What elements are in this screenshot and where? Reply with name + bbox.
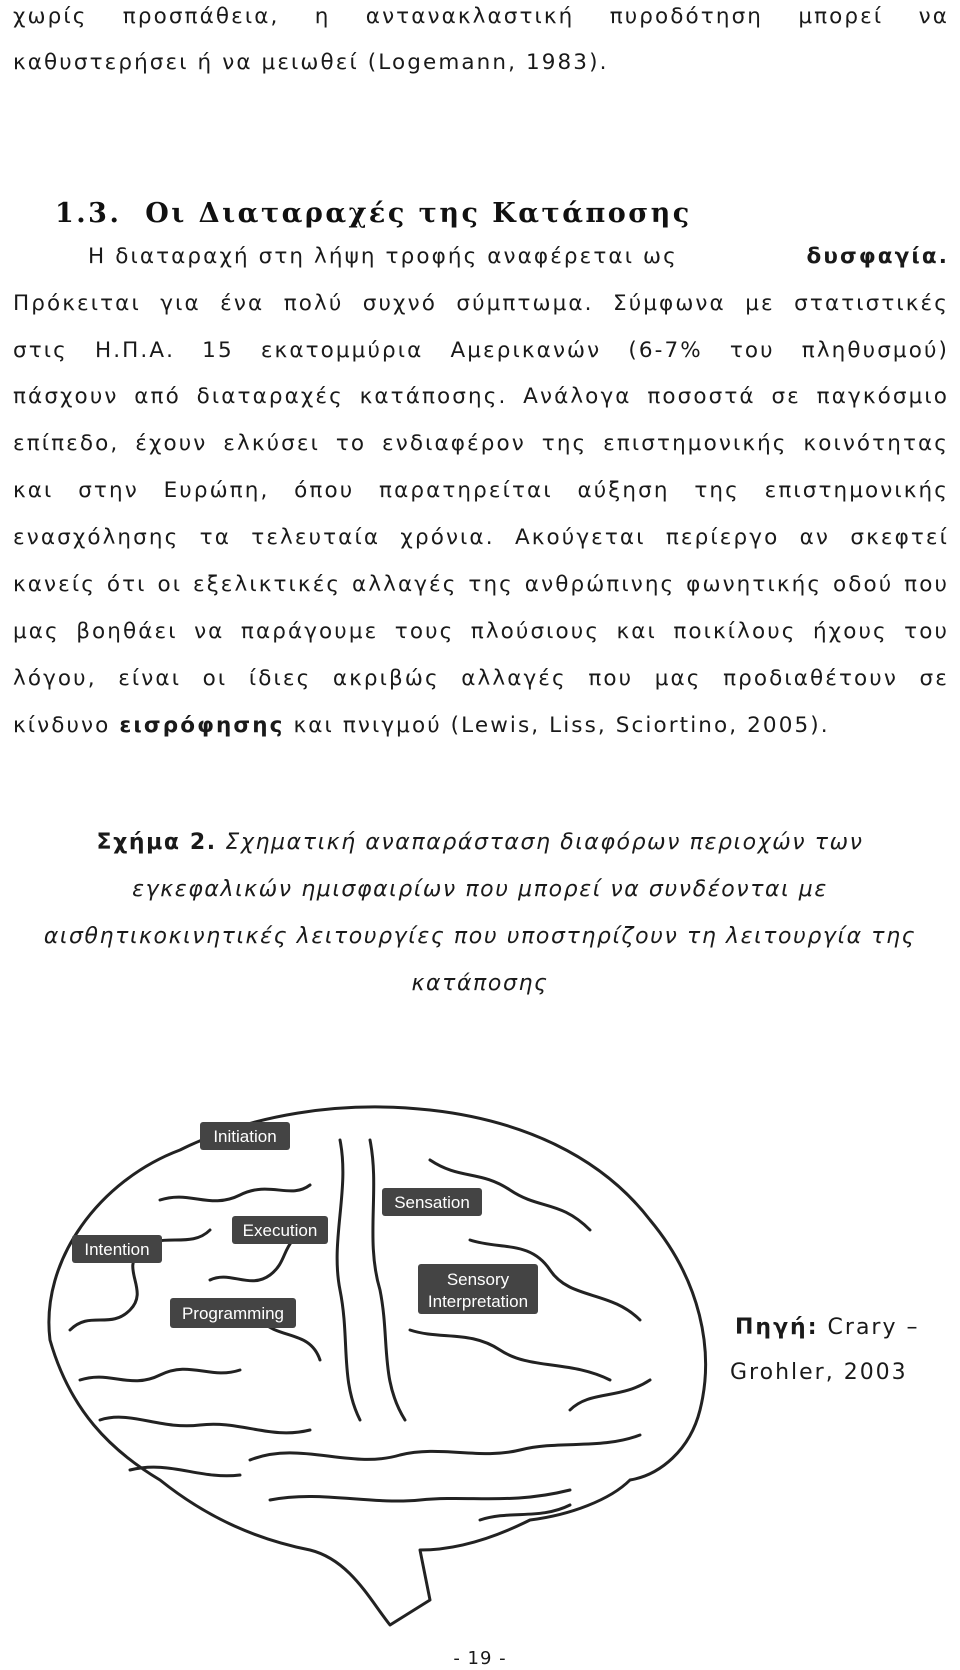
figure-caption-line1 <box>0 830 960 855</box>
figure-source-line1 <box>735 1315 919 1340</box>
paragraph2-line4 <box>13 384 949 409</box>
paragraph2-line7 <box>13 525 949 550</box>
word: προσπάθεια, <box>122 4 280 29</box>
text: λόγου, είναι οι ίδιες ακριβώς αλλαγές που μας προδιαθέτουν σε <box>13 666 949 691</box>
label-sensation: Sensation <box>394 1193 470 1212</box>
text: κανείς ότι οι εξελικτικές αλλαγές της ανθρώπινης φωνητικής οδού που <box>13 572 949 597</box>
word: χωρίς <box>13 4 88 29</box>
label-initiation: Initiation <box>213 1127 277 1146</box>
label-interpretation: Interpretation <box>427 1292 529 1311</box>
brain-illustration <box>10 1080 730 1640</box>
paragraph1-line2 <box>13 50 949 75</box>
section-heading <box>55 198 692 229</box>
figure-caption-line3 <box>0 924 960 949</box>
label-intention: Intention <box>84 1240 150 1259</box>
text: καθυστερήσει ή να μειωθεί (Logemann, 1983). <box>13 50 609 75</box>
word: μπορεί <box>798 4 884 29</box>
figure-caption-line4 <box>0 971 960 996</box>
bold-term-dysphagia: δυσφαγία. <box>806 244 949 269</box>
word: η <box>314 4 331 29</box>
paragraph2-line5 <box>13 431 949 456</box>
word: αντανακλαστική <box>365 4 575 29</box>
paragraph2-line9 <box>13 619 949 644</box>
bold-term-aspiration: εισρόφησης <box>119 713 285 738</box>
page-number: - 19 - <box>453 1648 507 1669</box>
word: να <box>918 4 949 29</box>
text: Η διαταραχή στη λήψη τροφής αναφέρεται ως <box>88 244 678 269</box>
figure-caption-line2 <box>0 877 960 902</box>
source-text: Grohler, 2003 <box>730 1360 908 1385</box>
text: μας βοηθάει να παράγουμε τους πλούσιους και ποικίλους ήχους του <box>13 619 949 644</box>
text: επίπεδο, έχουν ελκύσει το ενδιαφέρον της επιστημονικής κοινότητας <box>13 431 949 456</box>
figure-label: Σχήμα 2. <box>96 830 217 855</box>
label-execution: Execution <box>242 1221 318 1240</box>
label-sensory: Sensory <box>446 1270 510 1289</box>
source-text: Crary – <box>827 1315 920 1340</box>
text: ενασχόλησης τα τελευταία χρόνια. Ακούγεται περίεργο αν σκεφτεί <box>13 525 949 550</box>
section-number: 1.3. <box>55 198 122 229</box>
paragraph2-line6 <box>13 478 949 503</box>
text: κίνδυνο <box>13 713 111 738</box>
text: και πνιγμού (Lewis, Liss, Sciortino, 2005). <box>293 713 830 738</box>
source-label: Πηγή: <box>735 1315 819 1340</box>
paragraph2-line8 <box>13 572 949 597</box>
text: και στην Ευρώπη, όπου παρατηρείται αύξηση της επιστημονικής <box>13 478 949 503</box>
text: Πρόκειται για ένα πολύ συχνό σύμπτωμα. Σύμφωνα με στατιστικές <box>13 291 949 316</box>
caption-text: εγκεφαλικών ημισφαιρίων που μπορεί να συνδέονται με <box>132 877 828 902</box>
label-programming: Programming <box>181 1304 285 1323</box>
paragraph2-line2 <box>13 291 949 316</box>
figure-source-line2 <box>730 1360 908 1385</box>
paragraph2-line11 <box>13 713 949 738</box>
paragraph1-line1 <box>13 4 949 29</box>
paragraph2-line3 <box>13 338 949 363</box>
text: στις Η.Π.Α. 15 εκατομμύρια Αμερικανών (6-7% του πληθυσμού) <box>13 338 949 363</box>
caption-text: κατάποσης <box>411 971 549 996</box>
paragraph2-line1 <box>88 244 949 269</box>
paragraph2-line10 <box>13 666 949 691</box>
word: πυροδότηση <box>609 4 764 29</box>
caption-text: Σχηματική αναπαράσταση διαφόρων περιοχών των <box>225 830 864 855</box>
caption-text: αισθητικοκινητικές λειτουργίες που υποστηρίζουν τη λειτουργία της <box>43 924 917 949</box>
text: πάσχουν από διαταραχές κατάποσης. Ανάλογα ποσοστά σε παγκόσμιο <box>13 384 949 409</box>
section-title: Οι Διαταραχές της Κατάποσης <box>145 198 692 229</box>
